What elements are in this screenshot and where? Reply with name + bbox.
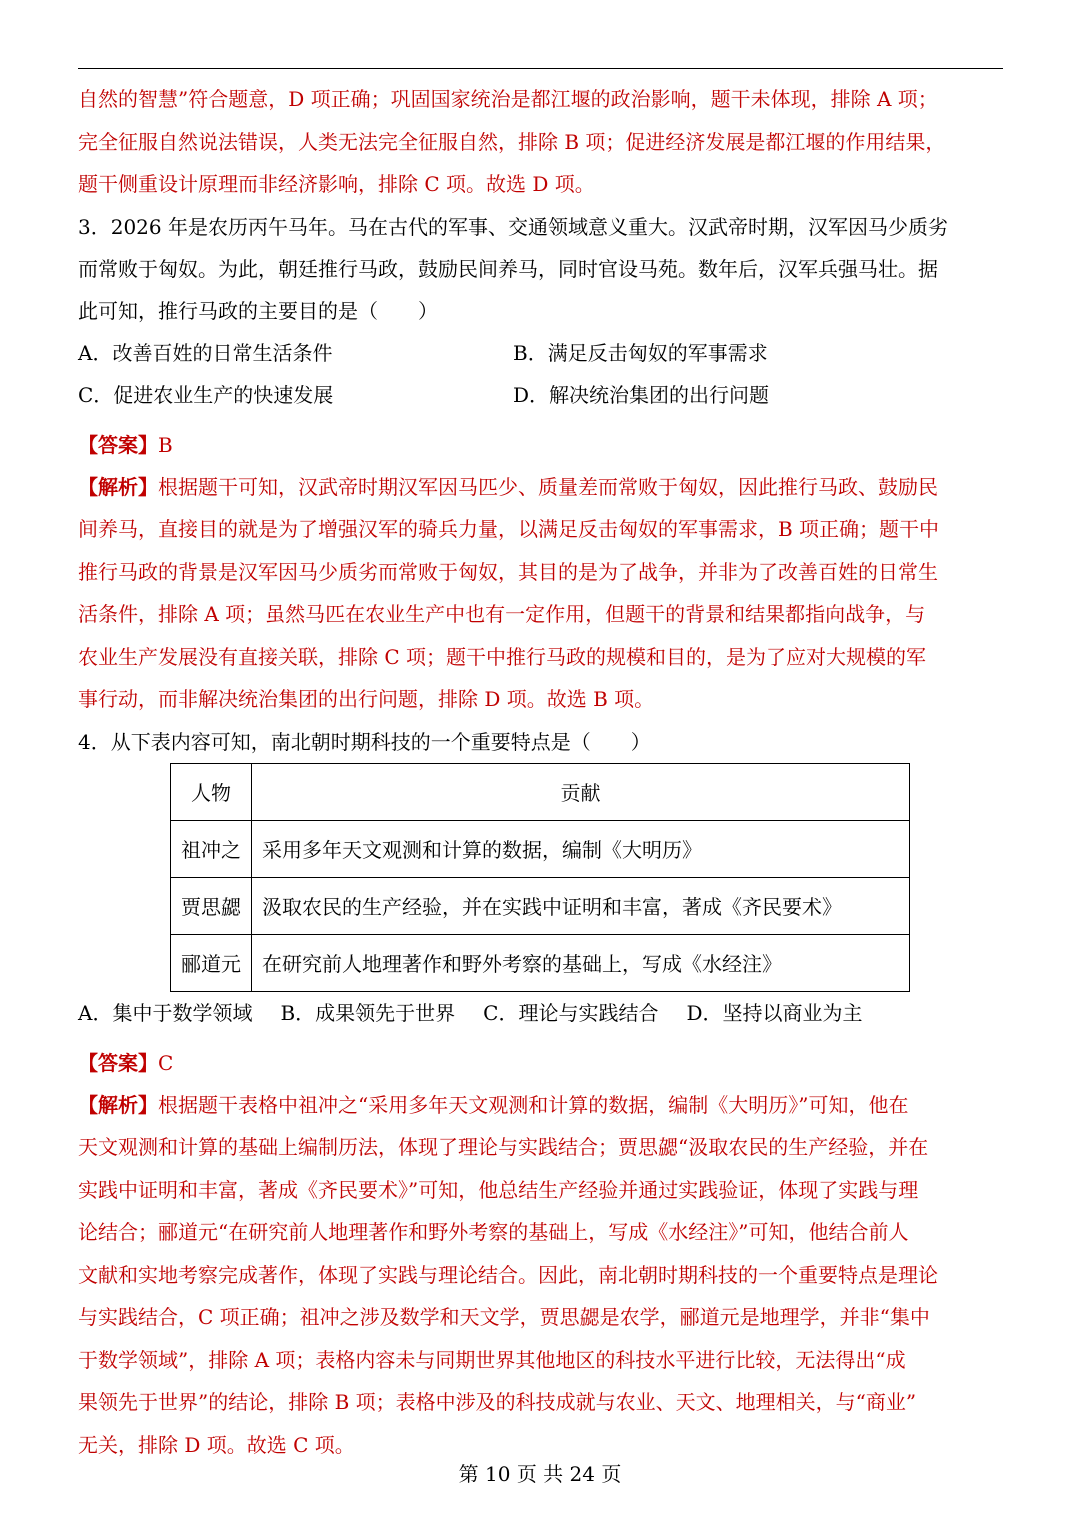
- answer-value: C: [158, 1050, 174, 1075]
- option-d: D．解决统治集团的出行问题: [513, 382, 770, 407]
- analysis-line: 天文观测和计算的基础上编制历法，体现了理论与实践结合；贾思勰“汲取农民的生产经验，并在: [78, 1135, 929, 1159]
- table-header-row: [171, 763, 910, 820]
- table-cell-contribution: 在研究前人地理著作和野外考察的基础上，写成《水经注》: [252, 934, 910, 991]
- answer-value: B: [158, 432, 173, 457]
- analysis-line: 题干侧重设计原理而非经济影响，排除 C 项。故选 D 项。: [78, 172, 595, 196]
- question-3-options: [78, 332, 1003, 416]
- table-cell-person: 祖冲之: [171, 820, 252, 877]
- analysis-line: 【解析】根据题干表格中祖冲之“采用多年天文观测和计算的数据，编制《大明历》”可知，他在: [78, 1092, 909, 1117]
- analysis-line: 论结合；郦道元“在研究前人地理著作和野外考察的基础上，写成《水经注》”可知，他结合前人: [78, 1220, 909, 1244]
- option-b: B．成果领先于世界: [280, 1000, 456, 1025]
- analysis-line: 农业生产发展没有直接关联，排除 C 项；题干中推行马政的规模和目的，是为了应对大规模的军: [78, 644, 927, 669]
- previous-analysis-continuation: [78, 78, 1003, 206]
- header-rule: [78, 68, 1003, 69]
- question-3-analysis: [78, 466, 1003, 721]
- table-header-person: 人物: [171, 763, 252, 820]
- option-a: A．改善百姓的日常生活条件: [78, 340, 333, 365]
- analysis-tag: 【解析】: [78, 1092, 158, 1117]
- analysis-line: 文献和实地考察完成著作，体现了实践与理论结合。因此，南北朝时期科技的一个重要特点是理论: [78, 1262, 938, 1287]
- question-stem-line: 3．2026 年是农历丙午马年。马在古代的军事、交通领域意义重大。汉武帝时期，汉军因马少质劣: [78, 214, 948, 239]
- table-row: [171, 934, 910, 991]
- analysis-line: 无关，排除 D 项。故选 C 项。: [78, 1432, 355, 1457]
- analysis-line: 间养马，直接目的就是为了增强汉军的骑兵力量，以满足反击匈奴的军事需求，B 项正确；题干中: [78, 517, 940, 541]
- question-4-analysis: [78, 1084, 1003, 1467]
- page-content: [78, 78, 1003, 1466]
- analysis-line: 推行马政的背景是汉军因马少质劣而常败于匈奴，其目的是为了战争，并非为了改善百姓的日常生: [78, 559, 938, 584]
- question-4-answer: [78, 1042, 1003, 1084]
- table-cell-person: 贾思勰: [171, 877, 252, 934]
- analysis-line: 活条件，排除 A 项；虽然马匹在农业生产中也有一定作用，但题干的背景和结果都指向战争，与: [78, 602, 926, 626]
- contributions-table: [170, 763, 910, 992]
- question-4-options: [78, 992, 1003, 1034]
- option-c: C．促进农业生产的快速发展: [78, 382, 334, 407]
- analysis-line: 于数学领域”，排除 A 项；表格内容未与同期世界其他地区的科技水平进行比较，无法得出“成: [78, 1347, 906, 1372]
- question-stem-line: 而常败于匈奴。为此，朝廷推行马政，鼓励民间养马，同时官设马苑。数年后，汉军兵强马壮。据: [78, 256, 938, 281]
- question-stem-line: 此可知，推行马政的主要目的是（ ）: [78, 298, 438, 323]
- analysis-line: 果领先于世界”的结论，排除 B 项；表格中涉及的科技成就与农业、天文、地理相关，与“商业”: [78, 1390, 917, 1414]
- analysis-line: 事行动，而非解决统治集团的出行问题，排除 D 项。故选 B 项。: [78, 687, 655, 711]
- table-row: [171, 877, 910, 934]
- option-b: B．满足反击匈奴的军事需求: [513, 340, 768, 365]
- answer-tag: 【答案】: [78, 432, 158, 457]
- analysis-line: 自然的智慧”符合题意，D 项正确；巩固国家统治是都江堰的政治影响，题干未体现，排除 A 项；: [78, 87, 938, 111]
- table-row: [171, 820, 910, 877]
- analysis-tag: 【解析】: [78, 474, 158, 499]
- answer-tag: 【答案】: [78, 1050, 158, 1075]
- option-a: A．集中于数学领域: [78, 1000, 253, 1025]
- question-4: [78, 721, 1003, 1467]
- analysis-line: 实践中证明和丰富，著成《齐民要术》”可知，他总结生产经验并通过实践验证，体现了实践与理: [78, 1177, 919, 1202]
- question-stem: 4．从下表内容可知，南北朝时期科技的一个重要特点是（ ）: [78, 729, 651, 754]
- question-3: [78, 206, 1003, 721]
- table-cell-person: 郦道元: [171, 934, 252, 991]
- page-number-footer: 第 10 页 共 24 页: [458, 1462, 622, 1486]
- option-d: D．坚持以商业为主: [686, 1000, 863, 1025]
- analysis-line: 与实践结合，C 项正确；祖冲之涉及数学和天文学，贾思勰是农学，郦道元是地理学，并非“集中: [78, 1305, 930, 1329]
- analysis-line: 【解析】根据题干可知，汉武帝时期汉军因马匹少、质量差而常败于匈奴，因此推行马政、鼓励民: [78, 474, 938, 499]
- question-3-answer: [78, 424, 1003, 466]
- table-cell-contribution: 汲取农民的生产经验，并在实践中证明和丰富，著成《齐民要术》: [252, 877, 910, 934]
- table-cell-contribution: 采用多年天文观测和计算的数据，编制《大明历》: [252, 820, 910, 877]
- table-header-contribution: 贡献: [252, 763, 910, 820]
- option-c: C．理论与实践结合: [483, 1000, 659, 1025]
- analysis-line: 完全征服自然说法错误，人类无法完全征服自然，排除 B 项；促进经济发展是都江堰的作用结果，: [78, 129, 946, 154]
